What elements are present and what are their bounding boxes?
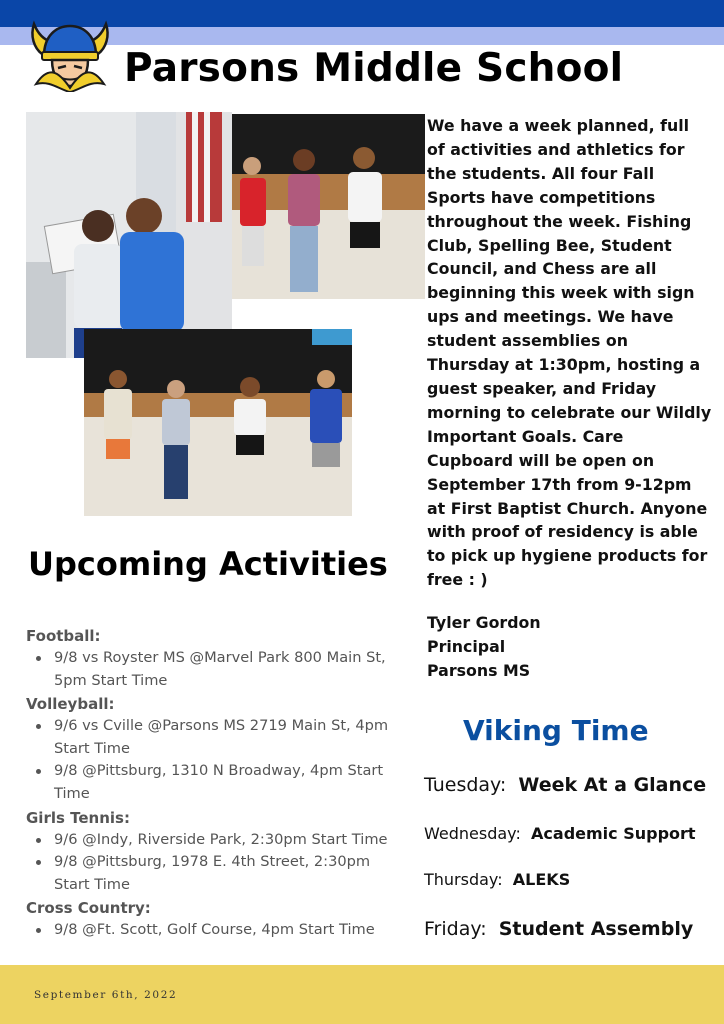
schedule-activity: Week At a Glance	[518, 774, 707, 796]
sport-name: Cross Country:	[26, 899, 151, 918]
sport-name: Girls Tennis:	[26, 808, 130, 827]
sport-name: Volleyball:	[26, 695, 115, 714]
event-item: 9/8 @Pittsburg, 1310 N Broadway, 4pm Start Time	[54, 760, 390, 805]
announcement-text: We have a week planned, full of activities and athletics for the students. All four Fall Sports have competitions throughout the week. Fishing Club, Spelling Bee, Student Council, and Chess are all beginning this week with sign ups and meetings. We have student assemblies on Thursday at 1:30pm, hosting a guest speaker, and Friday morning to celebrate our Wildly Important Goals. Care Cupboard will be open on September 17th from 9-12pm at First Baptist Church. Anyone with proof of residency is able to pick up hygiene products for free : )	[427, 116, 712, 590]
schedule-activity: Academic Support	[531, 824, 696, 843]
principal-title: Principal	[427, 636, 506, 656]
schedule-day: Wednesday:	[424, 824, 521, 843]
viking-time-title: Viking Time	[463, 714, 649, 747]
students-stage-photo	[232, 114, 425, 299]
school-abbrev: Parsons MS	[427, 660, 531, 680]
principal-signature	[427, 611, 541, 683]
event-item: 9/8 @Pittsburg, 1978 E. 4th Street, 2:30pm Start Time	[54, 851, 390, 896]
schedule-row-thursday	[424, 870, 570, 889]
activities-list	[26, 624, 406, 942]
schedule-row-wednesday	[424, 824, 696, 843]
event-item: 9/6 vs Cville @Parsons MS 2719 Main St, 4pm Start Time	[54, 715, 390, 760]
event-item: 9/8 @Ft. Scott, Golf Course, 4pm Start Time	[54, 919, 390, 942]
viking-mascot-icon	[28, 14, 112, 92]
event-item: 9/8 vs Royster MS @Marvel Park 800 Main St, 5pm Start Time	[54, 647, 390, 692]
schedule-day: Tuesday:	[424, 774, 507, 796]
schedule-row-friday	[424, 918, 693, 940]
four-students-photo	[84, 329, 352, 516]
schedule-activity: Student Assembly	[498, 918, 694, 940]
schedule-day: Friday:	[424, 918, 487, 940]
event-item: 9/6 @Indy, Riverside Park, 2:30pm Start Time	[54, 829, 390, 852]
schedule-day: Thursday:	[424, 870, 503, 889]
school-title: Parsons Middle School	[124, 46, 624, 91]
newsletter-date: September 6th, 2022	[34, 989, 178, 1001]
sport-name: Football:	[26, 627, 101, 645]
schedule-activity: ALEKS	[512, 870, 571, 889]
schedule-row-tuesday	[424, 774, 706, 796]
principal-name: Tyler Gordon	[427, 613, 541, 632]
upcoming-activities-title: Upcoming Activities	[28, 545, 388, 583]
students-certificate-photo	[26, 112, 232, 358]
